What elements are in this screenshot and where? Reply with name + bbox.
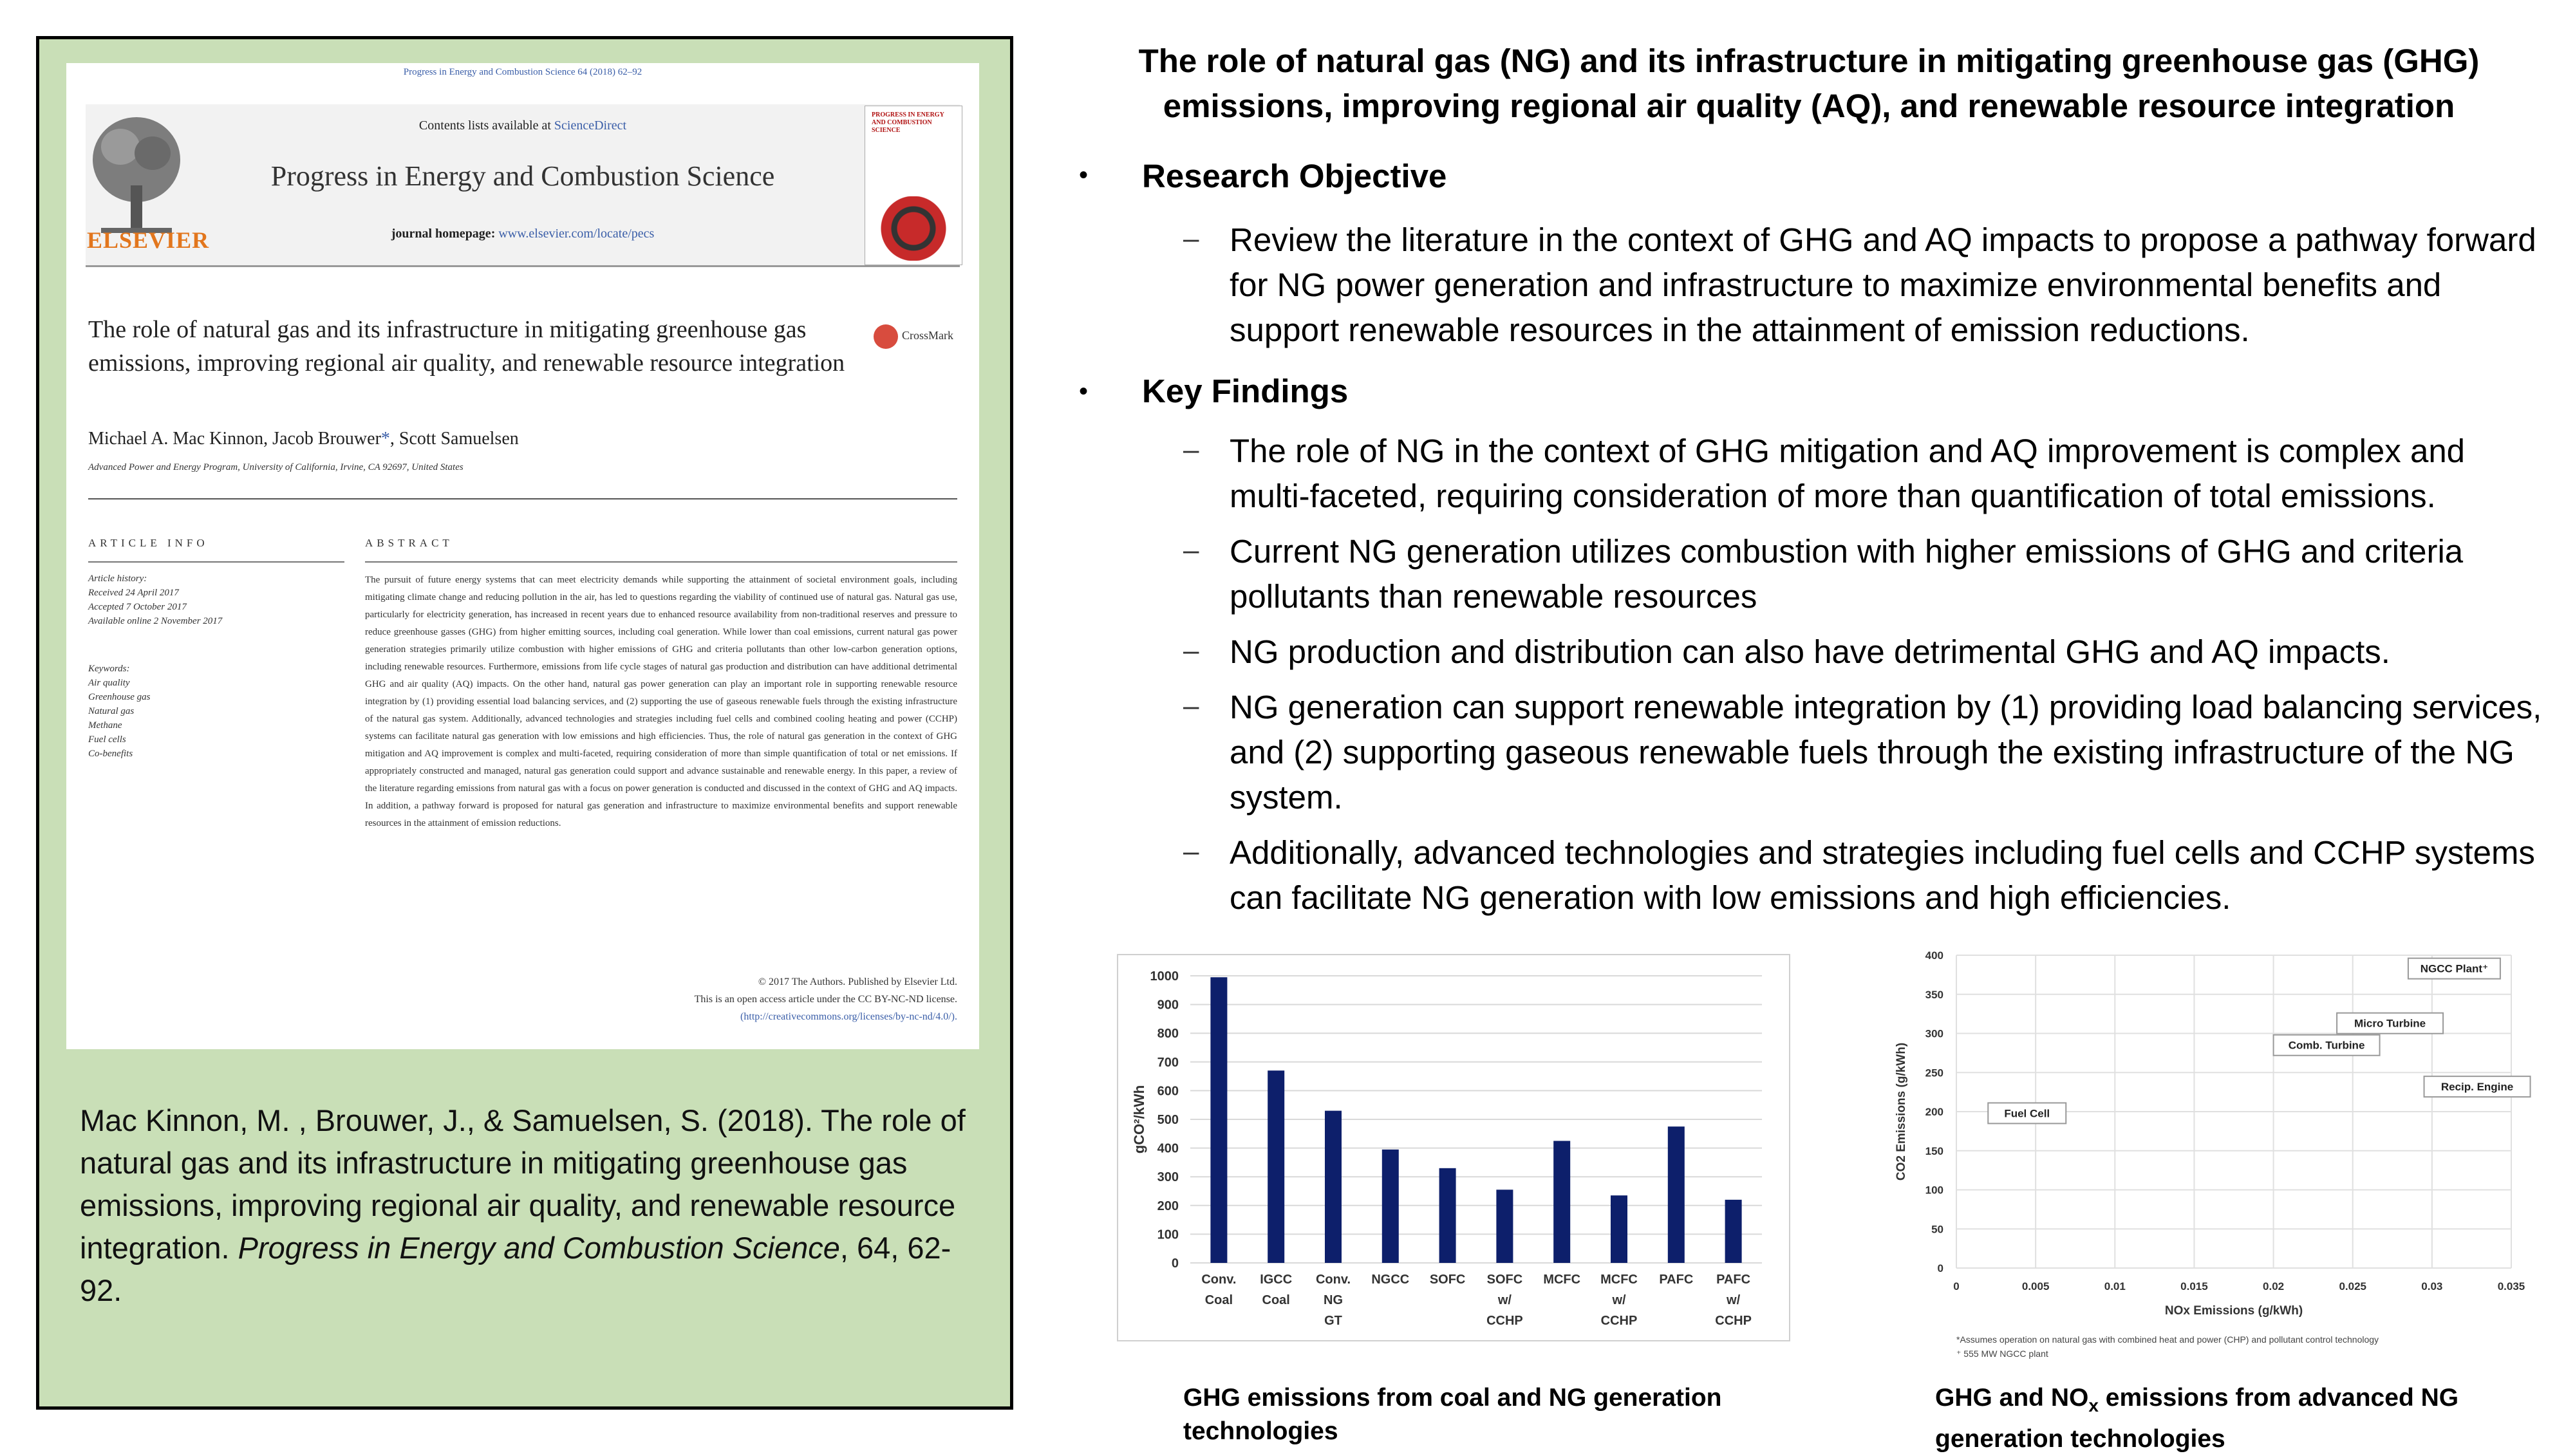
- header-divider: [88, 498, 957, 499]
- y-tick-label: 150: [1925, 1144, 1943, 1157]
- crossmark-label: CrossMark: [902, 329, 953, 342]
- journal-name: Progress in Energy and Combustion Science: [270, 160, 775, 192]
- keyword: Greenhouse gas: [88, 692, 151, 702]
- dash-marker: –: [1183, 223, 1199, 254]
- x-tick-label: PAFC w/ CCHP: [1715, 1273, 1752, 1328]
- article-info-heading: ARTICLE INFO: [88, 537, 209, 549]
- bar: [1668, 1126, 1685, 1263]
- x-tick-label: 0.02: [2263, 1280, 2285, 1293]
- x-tick-label: SOFC: [1429, 1273, 1466, 1287]
- paper-title: The role of natural gas and its infrastructure in mitigating greenhouse gas emissions, improving regional air quality, and renewable resource integration: [88, 316, 845, 377]
- key-finding-item: The role of NG in the context of GHG mitigation and AQ improvement is complex and multi-faceted, requiring consideration of more than quantification of total emissions.: [1230, 433, 2466, 514]
- keywords: [88, 662, 346, 761]
- keyword: Methane: [88, 720, 122, 731]
- contents-line: [66, 118, 979, 133]
- scatter-chart-svg: [1883, 951, 2575, 1370]
- x-tick-label: 0.005: [2021, 1280, 2050, 1293]
- keyword: Natural gas: [88, 706, 135, 716]
- footnote: ⁺ 555 MW NGCC plant: [1956, 1349, 2048, 1359]
- dash-marker: –: [1183, 534, 1199, 566]
- abstract-text: [365, 572, 957, 1035]
- homepage-link[interactable]: www.elsevier.com/locate/pecs: [498, 227, 655, 241]
- data-label: Comb. Turbine: [2288, 1039, 2365, 1052]
- y-tick-label: 400: [1157, 1141, 1179, 1156]
- homepage-prefix: journal homepage:: [391, 227, 499, 241]
- y-tick-label: 500: [1157, 1113, 1179, 1127]
- key-finding-item: Current NG generation utilizes combustion with higher emissions of GHG and criteria pollutants than renewable resources: [1230, 533, 2464, 615]
- keyword: Air quality: [88, 678, 130, 688]
- y-tick-label: 50: [1931, 1223, 1943, 1236]
- bar: [1382, 1150, 1399, 1263]
- abstract-heading: ABSTRACT: [365, 537, 453, 549]
- dash-marker: –: [1183, 835, 1199, 867]
- paper-first-page-image: [66, 63, 979, 1049]
- authors-main: Michael A. Mac Kinnon, Jacob Brouwer: [88, 429, 381, 449]
- x-tick-label: SOFC w/ CCHP: [1486, 1273, 1523, 1328]
- data-label: NGCC Plant⁺: [2420, 962, 2489, 975]
- research-objective-item: Review the literature in the context of GHG and AQ impacts to propose a pathway forward for NG power generation and infrastructure to maximize environmental benefits and support renewable resources in the attainment of emission reductions.: [1230, 221, 2536, 348]
- reference-citation: [80, 1099, 981, 1312]
- x-tick-label: NGCC: [1371, 1273, 1410, 1287]
- bullet-dot: •: [1079, 377, 1089, 406]
- license-link[interactable]: (http://creativecommons.org/licenses/by-nc-nd/4.0/).: [740, 1011, 957, 1022]
- x-tick-label: 0.035: [2497, 1280, 2525, 1293]
- y-tick-label: 300: [1157, 1170, 1179, 1185]
- keyword: Fuel cells: [88, 734, 126, 745]
- ghg-bar-chart: [1117, 954, 1790, 1341]
- chart2-caption: [1935, 1381, 2572, 1456]
- data-label: Micro Turbine: [2354, 1017, 2426, 1030]
- y-axis-label: gCO²/kWh: [1131, 1085, 1147, 1154]
- y-tick-label: 400: [1925, 951, 1943, 962]
- sciencedirect-link[interactable]: ScienceDirect: [554, 118, 627, 133]
- paper-authors: [88, 429, 519, 449]
- y-tick-label: 200: [1157, 1199, 1179, 1213]
- y-tick-label: 250: [1925, 1067, 1943, 1079]
- dash-marker: –: [1183, 635, 1199, 666]
- copyright-block: [365, 973, 957, 1025]
- history-line: Accepted 7 October 2017: [88, 602, 187, 612]
- key-finding-item: NG generation can support renewable integration by (1) providing load balancing services, and (2) supporting gaseous renewable fuels through the existing infrastructure of the NG system.: [1230, 689, 2542, 816]
- contents-prefix: Contents lists available at: [418, 118, 554, 133]
- x-tick-label: IGCC Coal: [1260, 1273, 1293, 1307]
- x-tick-label: 0.03: [2421, 1280, 2443, 1293]
- bullet-dot: •: [1079, 161, 1089, 189]
- copyright-line: © 2017 The Authors. Published by Elsevier Ltd.: [758, 976, 957, 987]
- history-line: Available online 2 November 2017: [88, 616, 223, 626]
- publisher-name: ELSEVIER: [87, 227, 210, 253]
- corresponding-mark[interactable]: *: [380, 429, 390, 449]
- authors-tail: , Scott Samuelsen: [389, 429, 519, 449]
- x-tick-label: Conv. Coal: [1201, 1273, 1237, 1307]
- y-tick-label: 350: [1925, 988, 1943, 1001]
- crossmark-badge[interactable]: [874, 324, 953, 349]
- citation-text: Mac Kinnon, M. , Brouwer, J., & Samuelsen, S. (2018). The role of natural gas and its infrastructure in mitigating greenhouse gas emissions, improving regional air quality, and renewable resource integration.: [80, 1103, 966, 1265]
- y-tick-label: 900: [1157, 998, 1179, 1013]
- slide-title: The role of natural gas (NG) and its infrastructure in mitigating greenhouse gas (GHG) emissions, improving regional air quality (AQ), and renewable resource integration: [1138, 42, 2480, 124]
- affiliation: Advanced Power and Energy Program, University of California, Irvine, CA 92697, United States: [88, 462, 464, 472]
- caption2-pre: GHG and NO: [1935, 1384, 2089, 1412]
- history-line: Article history:: [88, 574, 147, 584]
- data-label: Fuel Cell: [2004, 1107, 2050, 1120]
- y-tick-label: 0: [1937, 1262, 1943, 1274]
- key-findings-heading: Key Findings: [1142, 373, 1349, 409]
- citation-journal: Progress in Energy and Combustion Science: [238, 1231, 840, 1265]
- caption2-post: emissions from advanced NG generation technologies: [1935, 1384, 2459, 1453]
- bar: [1210, 977, 1227, 1263]
- y-tick-label: 1000: [1150, 969, 1179, 984]
- bar: [1553, 1141, 1570, 1263]
- x-tick-label: 0: [1953, 1280, 1960, 1293]
- abstract-divider: [365, 561, 957, 563]
- x-tick-label: MCFC: [1543, 1273, 1581, 1287]
- bar: [1325, 1111, 1342, 1263]
- y-tick-label: 600: [1157, 1084, 1179, 1099]
- y-tick-label: 100: [1925, 1184, 1943, 1197]
- y-tick-label: 800: [1157, 1027, 1179, 1041]
- x-axis-label: NOx Emissions (g/kWh): [2164, 1304, 2303, 1318]
- footnote: *Assumes operation on natural gas with combined heat and power (CHP) and pollutant control technology: [1956, 1334, 2379, 1345]
- article-info-divider: [88, 561, 344, 563]
- bar: [1439, 1168, 1456, 1263]
- chart1-caption: GHG emissions from coal and NG generation technologies: [1183, 1384, 1722, 1445]
- data-label: Recip. Engine: [2440, 1081, 2514, 1094]
- cover-art: [878, 196, 949, 261]
- x-tick-label: 0.025: [2339, 1280, 2366, 1293]
- bar: [1725, 1200, 1742, 1263]
- y-tick-label: 700: [1157, 1055, 1179, 1070]
- caption2-sub: x: [2088, 1395, 2099, 1415]
- keyword: Co-benefits: [88, 749, 133, 759]
- citation-tail: , 64, 62-92.: [80, 1231, 951, 1307]
- research-objective-heading: Research Objective: [1142, 158, 1447, 194]
- dash-marker: –: [1183, 690, 1199, 722]
- y-axis-label: CO2 Emissions (g/kWh): [1895, 1042, 1908, 1181]
- key-finding-item: NG production and distribution can also have detrimental GHG and AQ impacts.: [1230, 633, 2390, 670]
- x-tick-label: 0.01: [2104, 1280, 2126, 1293]
- abstract-paragraph: The pursuit of future energy systems that can meet electricity demands while supporting the attainment of societal environment goals, including mitigating climate change and reducing pollution in the air, has led to questions regarding the viability of continued use of natural gas. Natural gas use, particularly for electricity generation, has increased in recent years due to enhanced resource availability from non-traditional reserves and pressure to reduce greenhouse gasses (GHG) from higher emitting sources, including coal generation. While lower than coal emissions, current natural gas power generation strategies primarily utilize combustion with higher emissions of GHG and criteria pollutants than other low-carbon generation options, including renewable resources. Furthermore, emissions from life cycle stages of natural gas production and distribution can have additional detrimental GHG and air quality (AQ) impacts. On the other hand, natural gas power generation can play an important role in supporting renewable resource integration by (1) providing essential load balancing services, and (2) supporting the use of gaseous renewable fuels through the existing infrastructure of the natural gas system. Additionally, advanced technologies and strategies including fuel cells and combined cooling heating and power (CCHP) systems can facilitate natural gas generation with low emissions and high efficiencies. Thus, the role of natural gas generation in the context of GHG mitigation and AQ improvement is complex and multi-faceted, requiring consideration of more than simple quantification of total or net emissions. If appropriately constructed and managed, natural gas generation could support and advance sustainable and renewable energy. In this paper, a review of the literature regarding emissions from natural gas with a focus on power generation is conducted and discussed in the context of GHG and AQ impacts. In addition, a pathway forward is proposed for natural gas generation and infrastructure to maximize environmental benefits and support renewable resources in the attainment of emission reductions.: [365, 575, 957, 828]
- journal-cover: [865, 106, 962, 265]
- x-tick-label: MCFC w/ CCHP: [1600, 1273, 1638, 1328]
- crossmark-icon: [874, 324, 898, 349]
- bar: [1268, 1070, 1284, 1263]
- y-tick-label: 0: [1171, 1256, 1179, 1271]
- homepage-line: [66, 227, 979, 241]
- y-tick-label: 100: [1157, 1227, 1179, 1242]
- article-history: [88, 572, 346, 628]
- bar: [1611, 1195, 1627, 1263]
- x-tick-label: PAFC: [1659, 1273, 1694, 1287]
- cover-title: PROGRESS IN ENERGY AND COMBUSTION SCIENCE: [872, 111, 944, 134]
- license-line: This is an open access article under the CC BY-NC-ND license.: [694, 994, 957, 1005]
- dash-marker: –: [1183, 434, 1199, 465]
- ghg-nox-scatter-chart: [1883, 951, 2575, 1370]
- bar-chart-svg: [1118, 955, 1789, 1340]
- x-tick-label: Conv. NG GT: [1315, 1273, 1351, 1328]
- journal-reference: Progress in Energy and Combustion Science 64 (2018) 62–92: [403, 67, 642, 77]
- x-tick-label: 0.015: [2180, 1280, 2208, 1293]
- y-tick-label: 300: [1925, 1027, 1943, 1040]
- key-finding-item: Additionally, advanced technologies and strategies including fuel cells and CCHP systems can facilitate NG generation with low emissions and high efficiencies.: [1230, 834, 2535, 916]
- bar: [1496, 1190, 1513, 1263]
- history-line: Received 24 April 2017: [88, 588, 179, 598]
- y-tick-label: 200: [1925, 1106, 1943, 1118]
- keyword: Keywords:: [88, 664, 130, 674]
